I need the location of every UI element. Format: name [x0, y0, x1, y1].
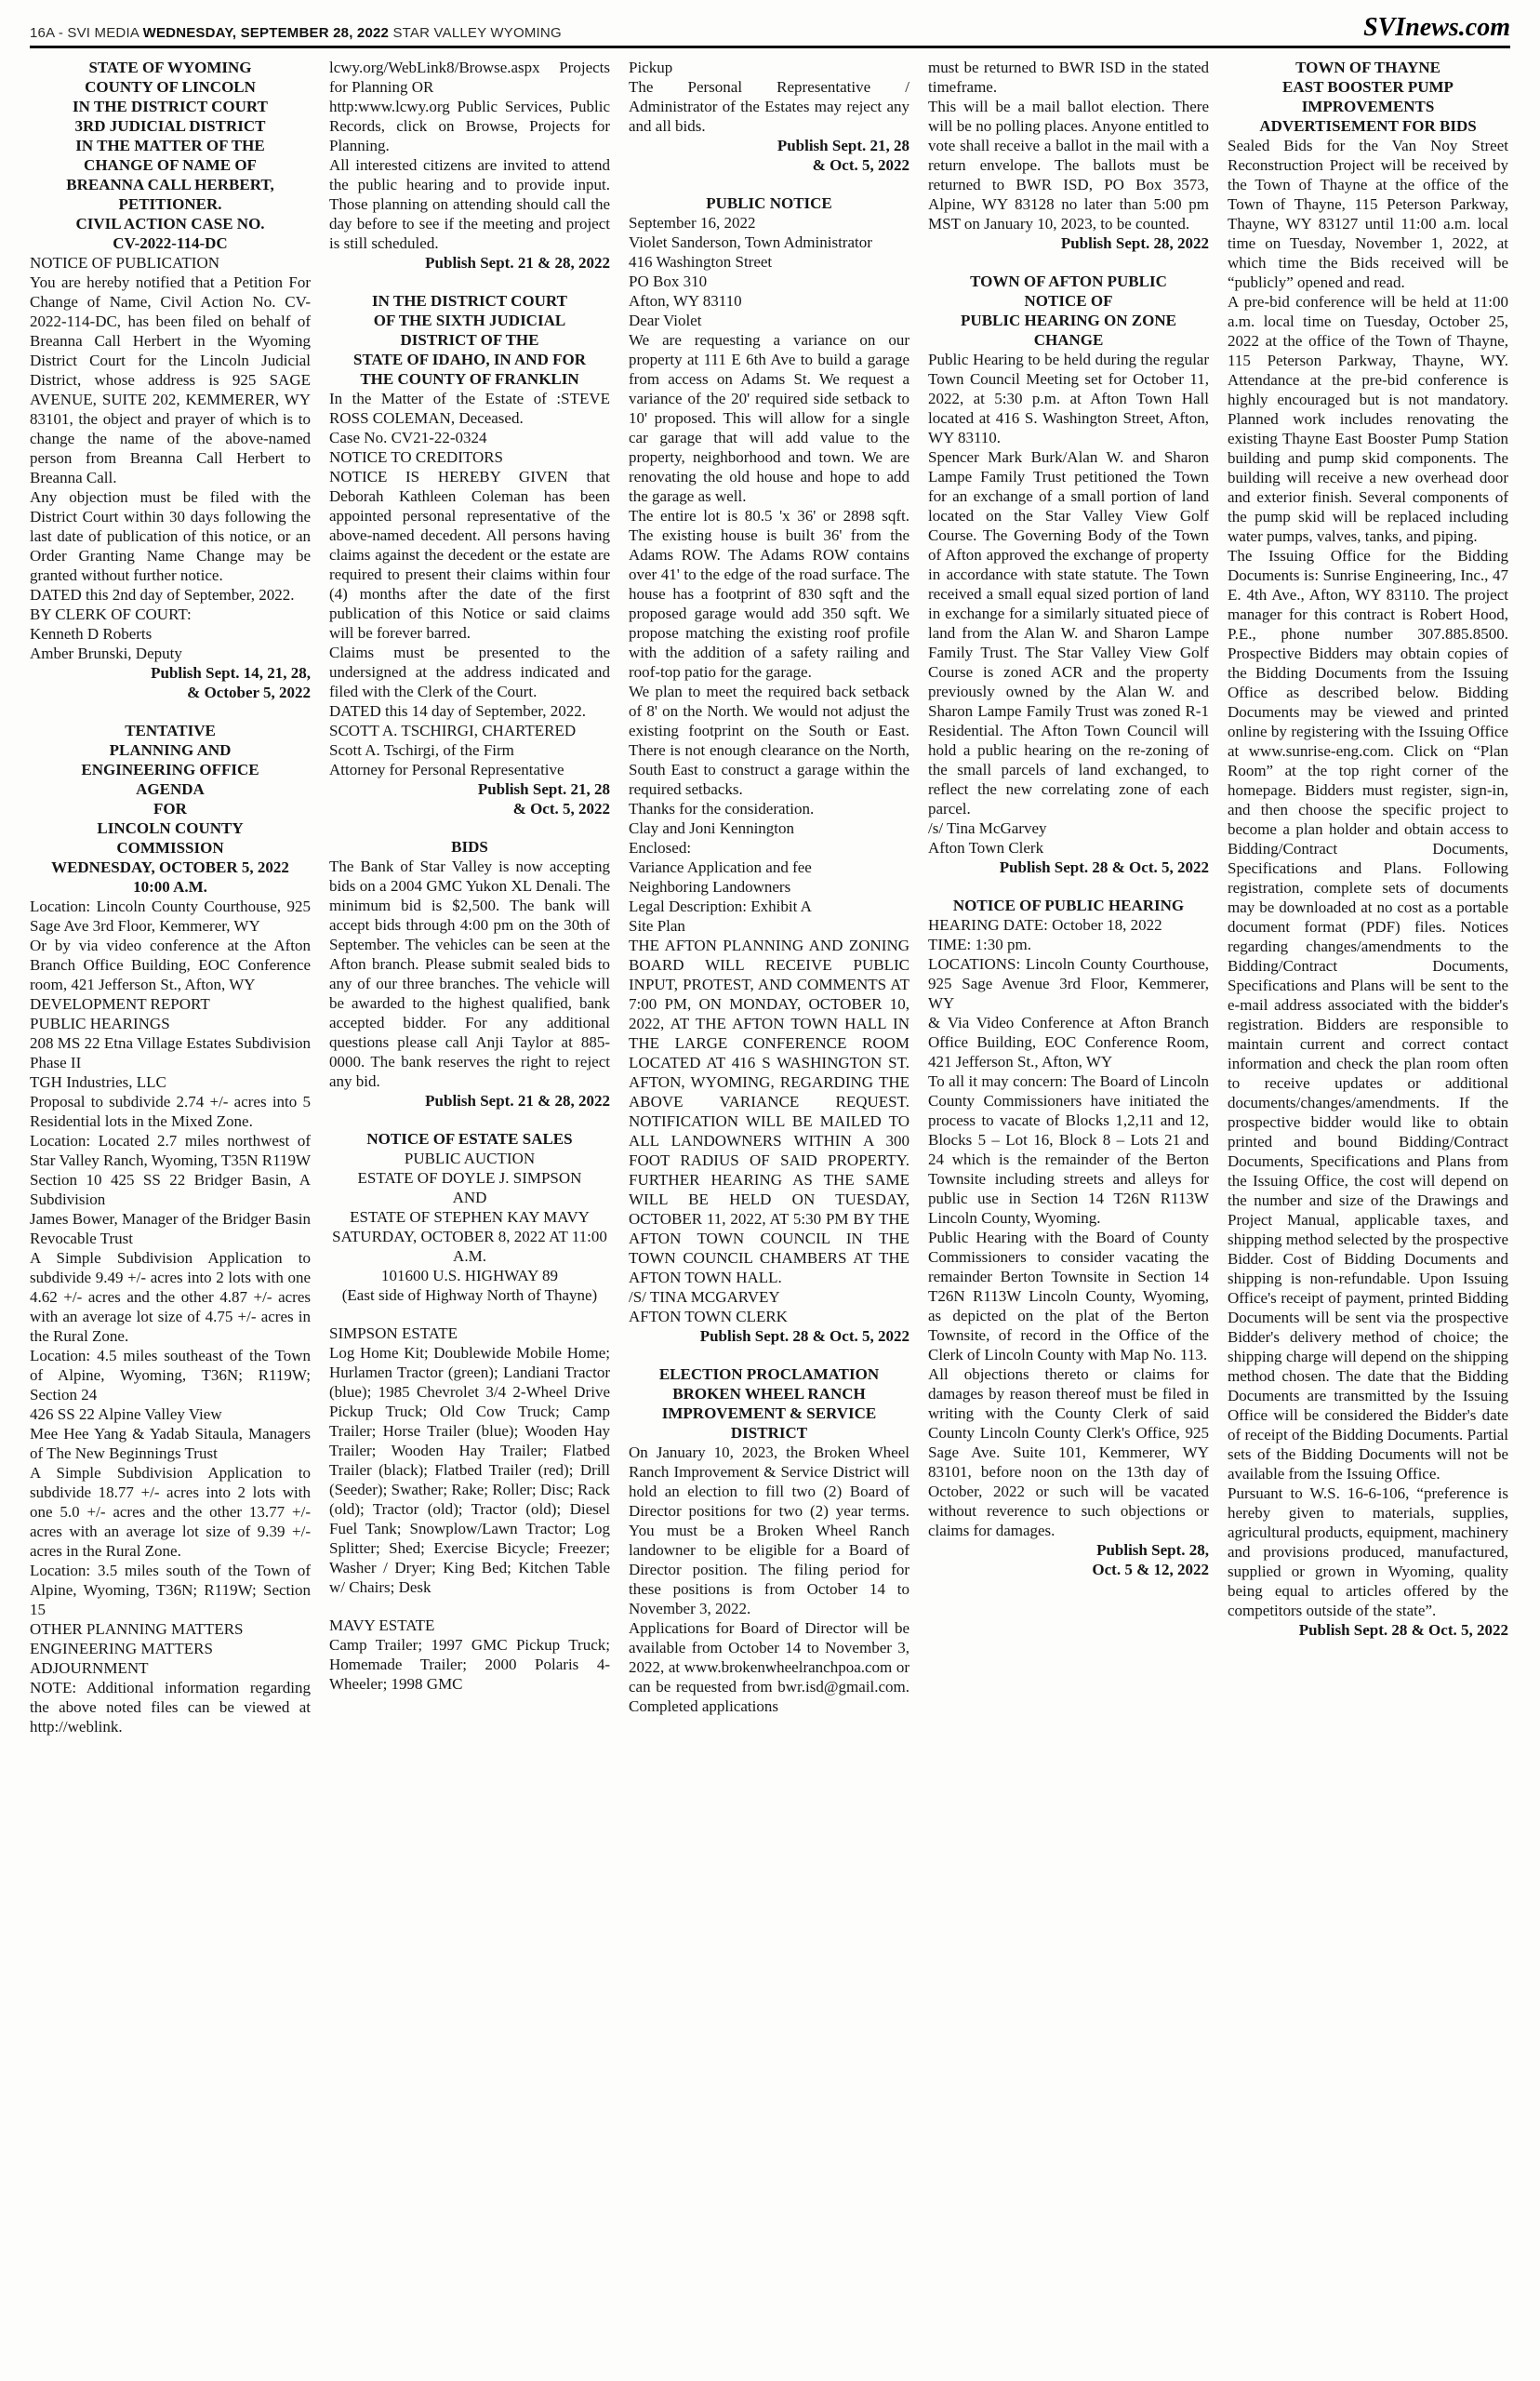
notice-paragraph: Any objection must be filed with the District Court within 30 days following the last date of publication of this notice, or an Order Granting Name Change may be granted without further notice.	[30, 488, 311, 584]
news-column-4	[928, 58, 1209, 2355]
notice-heading: STATE OF WYOMING COUNTY OF LINCOLN IN THE DISTRICT COURT 3RD JUDICIAL DISTRICT IN THE MATTER OF THE CHANGE OF NAME OF BREANNA CALL HERBERT, PETITIONER. CIVIL ACTION CASE NO. CV-2022-114-DC	[66, 59, 274, 252]
notice-paragraph: Pickup	[629, 59, 673, 76]
notice-paragraph: All interested citizens are invited to attend the public hearing and to provide input. Those planning on attending should call the day before to see if the meeting and project is still scheduled.	[329, 156, 610, 252]
publish-line: Publish Sept. 21, 28 & Oct. 5, 2022	[777, 137, 909, 174]
publish-line: Publish Sept. 28 & Oct. 5, 2022	[999, 858, 1209, 876]
notice-paragraph: Thanks for the consideration.	[629, 800, 815, 818]
news-column-1	[30, 58, 311, 2355]
publish-line: Publish Sept. 28 & Oct. 5, 2022	[1298, 1621, 1508, 1639]
notice-paragraph: Enclosed:	[629, 839, 692, 857]
notice-paragraph: DEVELOPMENT REPORT	[30, 995, 210, 1013]
notice-paragraph: THE AFTON PLANNING AND ZONING BOARD WILL RECEIVE PUBLIC INPUT, PROTEST, AND COMMENTS AT 7:00 PM, ON MONDAY, OCTOBER 10, 2022, AT THE AFTON TOWN HALL IN THE LARGE CONFERENCE ROOM LOCATED AT 416 S WASHINGTON ST. AFTON, WYOMING, REGARDING THE ABOVE VARIANCE REQUEST. NOTIFICATION WILL BE MAILED TO ALL LANDOWNERS WITHIN A 300 FOOT RADIUS OF SAID PROPERTY. FURTHER HEARING AS THE SAME WILL BE HELD ON TUESDAY, OCTOBER 11, 2022, AT 5:30 PM BY THE AFTON TOWN COUNCIL IN THE TOWN COUNCIL CHAMBERS AT THE AFTON TOWN HALL.	[629, 937, 909, 1286]
notice-paragraph: The Bank of Star Valley is now accepting bids on a 2004 GMC Yukon XL Denali. The minimum bid is $2,500. The bank will accept bids through 4:00 pm on the 30th of September. The vehicles can be seen at the Afton branch. Please submit sealed bids to any of our three branches. The vehicle will be awarded to the highest qualified, bank accepted bidder. For any additional questions please call Anji Taylor at 885- 0000. The bank reserves the right to reject any bid.	[329, 858, 610, 1090]
notice-heading: BIDS	[451, 838, 488, 856]
notice-paragraph: Variance Application and fee	[629, 858, 812, 876]
publish-line: Publish Sept. 28, Oct. 5 & 12, 2022	[1092, 1541, 1209, 1578]
folio-prefix: 16A - SVI MEDIA	[30, 25, 143, 41]
notice-paragraph: Amber Brunski, Deputy	[30, 645, 182, 662]
notice-paragraph: Or by via video conference at the Afton Branch Office Building, EOC Conference room, 421 Jefferson St., Afton, WY	[30, 937, 311, 993]
notice-paragraph: 208 MS 22 Etna Village Estates Subdivision Phase II	[30, 1034, 311, 1071]
notice-paragraph: The Issuing Office for the Bidding Documents is: Sunrise Engineering, Inc., 47 E. 4th Ave., Afton, WY 83110. The project manager for this contract is Robert Hood, P.E., phone number 307.885.8500. Prospective Bidders may obtain copies of the Bidding Documents from the Issuing Office as described below. Bidding Documents may be viewed and printed online by registering with the Issuing Office at www.sunrise-eng.com. Click on “Plan Room” at the top right corner of the homepage. Bidders must register, sign-in, and then choose the specific project to become a plan holder and obtain access to Bidding/Contract Documents, Specifications and Plans. Following registration, complete sets of documents may be downloaded at no cost as a portable document format (PDF) files. Notices regarding changes/amendments to the Bidding/Contract Documents, Specifications and Plans will be sent to the e-mail address associated with the bidder's registration. Bidders are responsible to maintain current and correct contact information and check the plan room often to receive updates or additional documents/changes/amendments. If the prospective bidder would like to obtain printed and bound Bidding/Contract Documents, Specifications and Plans from the Issuing Office, the cost will depend on the number and size of the Drawings and Project Manual, applicable taxes, and shipping method selected by the prospective Bidder. Cost of Bidding Documents and shipping is non-refundable. Upon Issuing Office's receipt of payment, printed Bidding Documents will be sent via the prospective Bidder's delivery method of choice; the shipping charge will depend on the shipping method chosen. The date that the Bidding Documents are transmitted by the Issuing Office will be considered the Bidder's date of receipt of the Bidding Documents. Partial sets of the Bidding Documents will not be available from the Issuing Office.	[1228, 547, 1508, 1483]
notice-paragraph: A Simple Subdivision Application to subdivide 18.77 +/- acres into 2 lots with one 5.0 +/- acres and the other 13.77 +/- acres with an average lot size of 9.39 +/- acres in the Rural Zone.	[30, 1464, 311, 1560]
notice-paragraph: Dear Violet	[629, 312, 702, 329]
notice-paragraph: BY CLERK OF COURT:	[30, 605, 192, 623]
news-column-3	[629, 58, 909, 2355]
notice-paragraph: LOCATIONS: Lincoln County Courthouse, 925 Sage Avenue 3rd Floor, Kemmerer, WY	[928, 955, 1209, 1012]
notice-paragraph: NOTICE TO CREDITORS	[329, 448, 504, 466]
estate-subheading: SIMPSON ESTATE	[329, 1324, 458, 1342]
notice-paragraph: must be returned to BWR ISD in the stated timeframe.	[928, 59, 1209, 96]
notice-paragraph: Location: 3.5 miles south of the Town of Alpine, Wyoming, T36N; R119W; Section 15	[30, 1562, 311, 1618]
notice-paragraph: Legal Description: Exhibit A	[629, 898, 812, 915]
notice-paragraph: DATED this 14 day of September, 2022.	[329, 702, 587, 720]
folio-date: WEDNESDAY, SEPTEMBER 28, 2022	[142, 25, 390, 41]
notice-paragraph: Spencer Mark Burk/Alan W. and Sharon Lampe Family Trust petitioned the Town for an exchange of a small portion of land located on the Star Valley View Golf Course. The Governing Body of the Town of Afton approved the exchange of property in accordance with state statute. The Town received a small equal sized portion of land in exchange for a similarly situated piece of land from the Alan W. and Sharon Lampe Family Trust. The Star Valley View Golf Course is zoned ACR and the property previously owned by the Alan W. and Sharon Lampe Family Trust was zoned R-1 Residential. The Afton Town Council will hold a public hearing on the re-zoning of the small parcels of land exchanged, to reflect the new correlating zone of each parcel.	[928, 448, 1209, 818]
publish-line: Publish Sept. 28, 2022	[1060, 234, 1209, 252]
notice-paragraph: 416 Washington Street	[629, 253, 773, 271]
notice-paragraph: Location: Located 2.7 miles northwest of Star Valley Ranch, Wyoming, T35N R119W Section 10 425 SS 22 Bridger Basin, A Subdivision	[30, 1132, 311, 1208]
notice-paragraph: The Personal Representative / Administrator of the Estates may reject any and all bids.	[629, 78, 909, 135]
notice-paragraph: James Bower, Manager of the Bridger Basin Revocable Trust	[30, 1210, 311, 1247]
notice-paragraph: HEARING DATE: October 18, 2022	[928, 916, 1162, 934]
notice-paragraph: Scott A. Tschirgi, of the Firm	[329, 741, 514, 759]
notice-paragraph: TGH Industries, LLC	[30, 1073, 166, 1091]
notice-paragraph: /s/ Tina McGarvey	[928, 819, 1047, 837]
publish-line: Publish Sept. 14, 21, 28, & October 5, 2022	[151, 664, 311, 701]
notice-paragraph: PUBLIC HEARINGS	[30, 1015, 170, 1032]
site-logo: SVInews.com	[1363, 13, 1510, 42]
notice-paragraph: & Via Video Conference at Afton Branch Office Building, EOC Conference Room, 421 Jefferson St., Afton, WY	[928, 1014, 1209, 1071]
notice-paragraph: SCOTT A. TSCHIRGI, CHARTERED	[329, 722, 577, 739]
notice-paragraph: Mee Hee Yang & Yadab Sitaula, Managers of The New Beginnings Trust	[30, 1425, 311, 1462]
notice-paragraph: Public Hearing with the Board of County Commissioners to consider vacating the remainder Berton Townsite in Section 14 T26N R113W Lincoln County, Wyoming, as depicted on the plat of the Berton Townsite, of record in the Office of the Clerk of Lincoln County with Map No. 113.	[928, 1229, 1209, 1363]
notice-paragraph: This will be a mail ballot election. There will be no polling places. Anyone entitled to vote shall receive a ballot in the mail with a return envelope. The ballots must be returned to BWR ISD, PO Box 3573, Alpine, WY 83128 no later than 5:00 pm MST on January 10, 2023, to be counted.	[928, 98, 1209, 233]
notice-paragraph: Violet Sanderson, Town Administrator	[629, 233, 872, 251]
notice-heading: PUBLIC NOTICE	[706, 194, 832, 212]
notice-paragraph: You are hereby notified that a Petition For Change of Name, Civil Action No. CV-2022-114-DC, has been filed on behalf of Breanna Call Herbert in the Wyoming District Court for the Lincoln Judicial District, whose address is 925 SAGE AVENUE, SUITE 202, KEMMERER, WY 83101, the object and prayer of which is to change the name of the above-named person from Breanna Call Herbert to Breanna Call.	[30, 273, 311, 486]
notice-paragraph: A pre-bid conference will be held at 11:00 a.m. local time on Tuesday, October 25, 2022 at the office of the Town of Thayne, 115 Peterson Parkway, Thayne, WY. Attendance at the pre-bid conference is highly encouraged but is not mandatory. Planned work includes renovating the existing Thayne East Booster Pump Station building and pump skid components. The building will receive a new overhead door and exterior finish. Several components of the pump skid will be replaced including water pumps, valves, tanks, and piping.	[1228, 293, 1508, 545]
notice-paragraph: ENGINEERING MATTERS	[30, 1640, 213, 1657]
publish-line: Publish Sept. 21 & 28, 2022	[425, 254, 610, 272]
notice-heading: NOTICE OF ESTATE SALES	[366, 1130, 573, 1148]
notice-paragraph: September 16, 2022	[629, 214, 756, 232]
notice-paragraph: Proposal to subdivide 2.74 +/- acres into 5 Residential lots in the Mixed Zone.	[30, 1093, 311, 1130]
notice-heading: TOWN OF THAYNE EAST BOOSTER PUMP IMPROVEMENTS ADVERTISEMENT FOR BIDS	[1259, 59, 1477, 135]
notice-paragraph: Log Home Kit; Doublewide Mobile Home; Hurlamen Tractor (green); Landiani Tractor (blue); 1985 Chevrolet 3/4 2-Wheel Drive Pickup Truck; Old Cow Truck; Camp Trailer; Horse Trailer (blue); Wooden Hay Trailer; Wooden Hay Trailer; Flatbed Trailer (black); Flatbed Trailer (red); Drill (Seeder); Swather; Rake; Roller; Disc; Rack (old); Tractor (old); Tractor (old); Diesel Fuel Tank; Snowplow/Lawn Tractor; Log Splitter; Shed; Exercise Bicycle; Freezer; Washer / Dryer; King Bed; Kitchen Table w/ Chairs; Desk	[329, 1344, 610, 1596]
news-column-2	[329, 58, 610, 2355]
notice-paragraph: We are requesting a variance on our property at 111 E 6th Ave to build a garage from access on Adams St. We request a variance of the 20' required side setback to 10' proposed. This will allow for a single car garage that will add value to the property, neighborhood and town. We are renovating the old house and hope to add the garage as well.	[629, 331, 909, 505]
notice-paragraph: http:www.lcwy.org Public Services, Public Records, click on Browse, Projects for Planning.	[329, 98, 610, 154]
publish-line: Publish Sept. 21, 28 & Oct. 5, 2022	[477, 780, 610, 818]
notice-paragraph: Kenneth D Roberts	[30, 625, 153, 643]
notice-heading: IN THE DISTRICT COURT OF THE SIXTH JUDICIAL DISTRICT OF THE STATE OF IDAHO, IN AND FOR THE COUNTY OF FRANKLIN	[353, 292, 586, 388]
notice-paragraph: On January 10, 2023, the Broken Wheel Ranch Improvement & Service District will hold an election to fill two (2) Board of Director positions for two (2) year terms. You must be a Broken Wheel Ranch landowner to be eligible for a Board of Director position. The filing period for these positions is from October 14 to November 3, 2022.	[629, 1443, 909, 1617]
notice-paragraph: Afton Town Clerk	[928, 839, 1044, 857]
notice-paragraph: Sealed Bids for the Van Noy Street Reconstruction Project will be received by the Town of Thayne at the office of the Town of Thayne, 115 Peterson Parkway, Thayne, WY 83127 until 11:00 a.m. local time on Tuesday, November 1, 2022, at which time the Bids received will be “publicly” opened and read.	[1228, 137, 1508, 291]
notice-paragraph: NOTICE OF PUBLICATION	[30, 254, 219, 272]
notice-heading: TOWN OF AFTON PUBLIC NOTICE OF PUBLIC HEARING ON ZONE CHANGE	[961, 273, 1176, 349]
notice-paragraph: 426 SS 22 Alpine Valley View	[30, 1405, 222, 1423]
notice-paragraph: The entire lot is 80.5 'x 36' or 2898 sqft. The existing house is built 36' from the Adams ROW. The Adams ROW contains over 41' to the edge of the road surface. The house has a footprint of 830 sqft and the proposed garage would add 350 sqft. We propose matching the existing roof profile with the addition of a safety railing and roof-top patio for the garage.	[629, 507, 909, 681]
notice-paragraph: Case No. CV21-22-0324	[329, 429, 487, 446]
notice-paragraph: TIME: 1:30 pm.	[928, 936, 1031, 953]
notice-paragraph: All objections thereto or claims for damages by reason thereof must be filed in writing with the County Clerk of said County Lincoln County Clerk's Office, 925 Sage Ave. Suite 101, Kemmerer, WY 83101, before noon on the 13th day of October, 2022 or such will be vacated without reverence to such objections or claims for damages.	[928, 1365, 1209, 1539]
publish-line: Publish Sept. 28 & Oct. 5, 2022	[699, 1327, 909, 1345]
notice-paragraph: lcwy.org/WebLink8/Browse.aspx Projects for Planning OR	[329, 59, 610, 96]
notice-paragraph: Site Plan	[629, 917, 685, 935]
notice-paragraph: Location: Lincoln County Courthouse, 925 Sage Ave 3rd Floor, Kemmerer, WY	[30, 898, 311, 935]
notice-paragraph: PO Box 310	[629, 273, 708, 290]
notice-heading: TENTATIVE PLANNING AND ENGINEERING OFFICE AGENDA FOR LINCOLN COUNTY COMMISSION WEDNESDAY, OCTOBER 5, 2022 10:00 A.M.	[51, 722, 289, 896]
notice-paragraph: NOTE: Additional information regarding the above noted files can be viewed at http://weblink.	[30, 1679, 311, 1736]
notice-paragraph: AFTON TOWN CLERK	[629, 1308, 788, 1325]
notice-paragraph: Clay and Joni Kennington	[629, 819, 795, 837]
notice-paragraph: ADJOURNMENT	[30, 1659, 149, 1677]
notice-heading: ELECTION PROCLAMATION BROKEN WHEEL RANCH IMPROVEMENT & SERVICE DISTRICT	[658, 1365, 880, 1442]
notice-paragraph: Location: 4.5 miles southeast of the Town of Alpine, Wyoming, T36N; R119W; Section 24	[30, 1347, 311, 1403]
legal-notices-columns	[30, 58, 1510, 2355]
folio-suffix: STAR VALLEY WYOMING	[389, 25, 562, 41]
estate-subheading: MAVY ESTATE	[329, 1616, 435, 1634]
page-header	[30, 15, 1510, 48]
notice-paragraph: /S/ TINA MCGARVEY	[629, 1288, 780, 1306]
notice-paragraph: Applications for Board of Director will be available from October 14 to November 3, 2022, at www.brokenwheelranchpoa.com or can be requested from bwr.isd@gmail.com. Completed applications	[629, 1619, 909, 1715]
page-folio	[30, 25, 562, 41]
notice-paragraph: A Simple Subdivision Application to subdivide 9.49 +/- acres into 2 lots with one 4.62 +/- acres and the other 4.87 +/- acres with an average lot size of 4.75 +/- acres in the Rural Zone.	[30, 1249, 311, 1345]
notice-paragraph: Neighboring Landowners	[629, 878, 791, 896]
notice-paragraph: Public Hearing to be held during the regular Town Council Meeting set for October 11, 2022, at 5:30 p.m. at Afton Town Hall located at 416 S. Washington Street, Afton, WY 83110.	[928, 351, 1209, 446]
news-column-5	[1228, 58, 1508, 2355]
notice-paragraph: OTHER PLANNING MATTERS	[30, 1620, 244, 1638]
notice-paragraph: Camp Trailer; 1997 GMC Pickup Truck; Homemade Trailer; 2000 Polaris 4-Wheeler; 1998 GMC	[329, 1636, 610, 1693]
notice-paragraph: Pursuant to W.S. 16-6-106, “preference is hereby given to materials, supplies, agricultural products, equipment, machinery and provisions produced, manufactured, supplied or grown in Wyoming, quality being equal to articles offered by the competitors outside of the state”.	[1228, 1484, 1508, 1619]
notice-paragraph: DATED this 2nd day of September, 2022.	[30, 586, 295, 604]
notice-paragraph: Attorney for Personal Representative	[329, 761, 564, 778]
notice-paragraph: Afton, WY 83110	[629, 292, 742, 310]
notice-paragraph: NOTICE IS HEREBY GIVEN that Deborah Kathleen Coleman has been appointed personal representative of the above-named decedent. All persons having claims against the decedent or the estate are required to present their claims within four (4) months after the date of the first publication of this Notice or said claims will be forever barred.	[329, 468, 610, 642]
notice-paragraph: To all it may concern: The Board of Lincoln County Commissioners have initiated the process to vacate of Blocks 1,2,11 and 12, Blocks 5 – Lot 16, Block 8 – Lots 21 and 24 which is the remainder of the Berton Townsite including streets and alleys for public use in Section 14 T26N R113W Lincoln County, Wyoming.	[928, 1072, 1209, 1227]
notice-centered-text: PUBLIC AUCTION ESTATE OF DOYLE J. SIMPSON AND ESTATE OF STEPHEN KAY MAVY SATURDAY, OCTOBER 8, 2022 AT 11:00 A.M. 101600 U.S. HIGHWAY 89 (East side of Highway North of Thayne)	[332, 1150, 607, 1304]
publish-line: Publish Sept. 21 & 28, 2022	[425, 1092, 610, 1110]
notice-heading: NOTICE OF PUBLIC HEARING	[952, 897, 1185, 914]
notice-paragraph: Claims must be presented to the undersigned at the address indicated and filed with the Clerk of the Court.	[329, 644, 610, 700]
notice-paragraph: In the Matter of the Estate of :STEVE ROSS COLEMAN, Deceased.	[329, 390, 610, 427]
notice-paragraph: We plan to meet the required back setback of 8' on the North. We would not adjust the existing footprint on the South or East. There is not enough clearance on the North, South East to construct a garage within the required setbacks.	[629, 683, 909, 798]
